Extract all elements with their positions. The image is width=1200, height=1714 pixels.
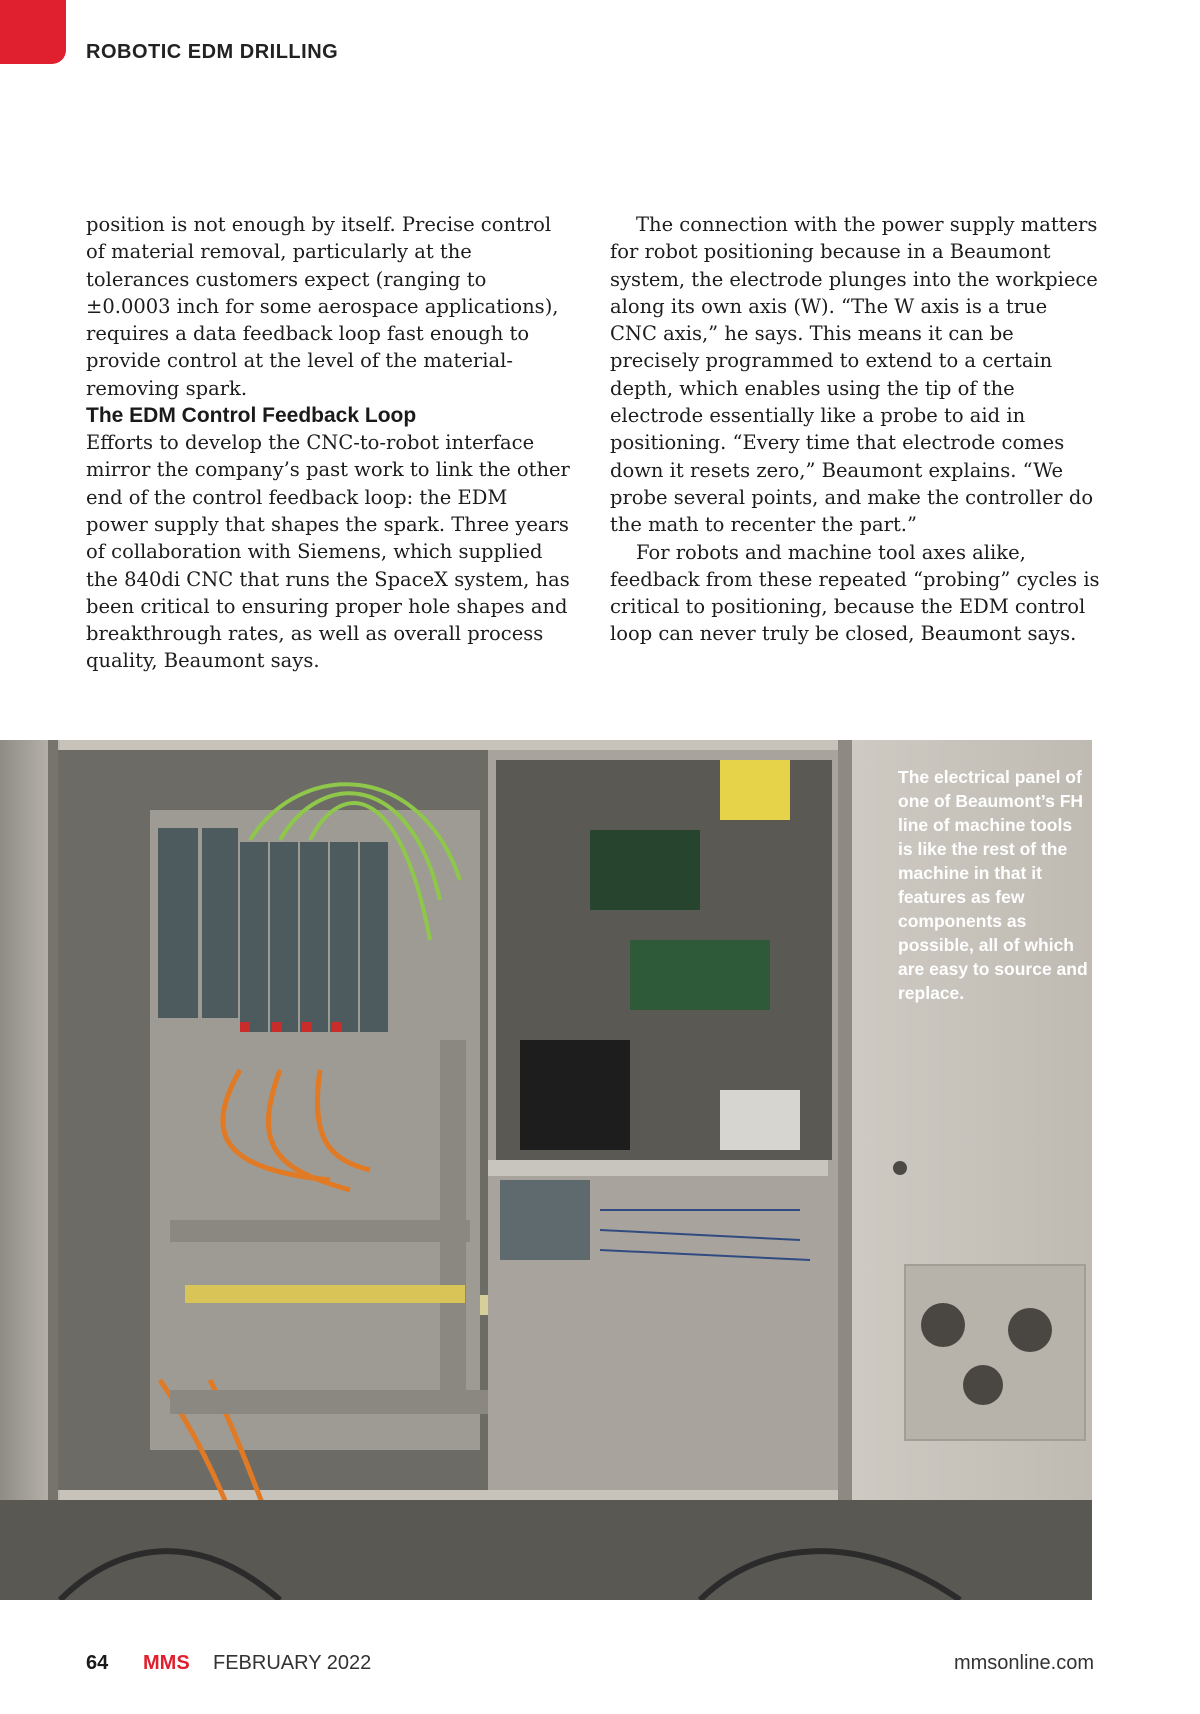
section-color-tab (0, 0, 66, 64)
right-column (610, 211, 1100, 648)
photo-caption: The electrical panel of one of Beaumont’s FH line of machine tools is like the rest of the machine in that it features as few components as possible, all of which are easy to source and replace. (898, 767, 1088, 1003)
issue-date: FEBRUARY 2022 (213, 1652, 372, 1674)
website-url: mmsonline.com (953, 1652, 1094, 1674)
body-paragraph: Efforts to develop the CNC-to-robot interface mirror the company’s past work to link the other end of the control feedback loop: the EDM power supply that shapes the spark. Three years of collaboration with Siemens, which supplied the 840di CNC that runs the SpaceX system, has been critical to ensuring proper hole shapes and breakthrough rates, as well as overall process quality, Beaumont says. (86, 431, 570, 673)
body-paragraph: The connection with the power supply matters for robot positioning because in a Beaumont system, the electrode plunges into the workpiece along its own axis (W). “The W axis is a true CNC axis,” he says. This means it can be precisely programmed to extend to a certain depth, which enables using the tip of the electrode essentially like a probe to aid in positioning. “Every time that electrode comes down it resets zero,” Beaumont explains. “We probe several points, and make the controller do the math to recenter the part.” (610, 213, 1098, 537)
brand-logo: MMS (143, 1652, 190, 1674)
page-number: 64 (86, 1652, 109, 1674)
body-paragraph: For robots and machine tool axes alike, feedback from these repeated “probing” cycles is critical to positioning, because the EDM control loop can never truly be closed, Beaumont says. (610, 540, 1100, 646)
body-paragraph: position is not enough by itself. Precise control of material removal, particularly at the tolerances customers expect (ranging to ±0.0003 inch for some aerospace applications), requires a data feedback loop fast enough to provide control at the level of the material-removing spark. (86, 213, 559, 400)
subheading: The EDM Control Feedback Loop (86, 404, 417, 428)
left-column (86, 211, 572, 675)
section-label: ROBOTIC EDM DRILLING (86, 41, 339, 63)
